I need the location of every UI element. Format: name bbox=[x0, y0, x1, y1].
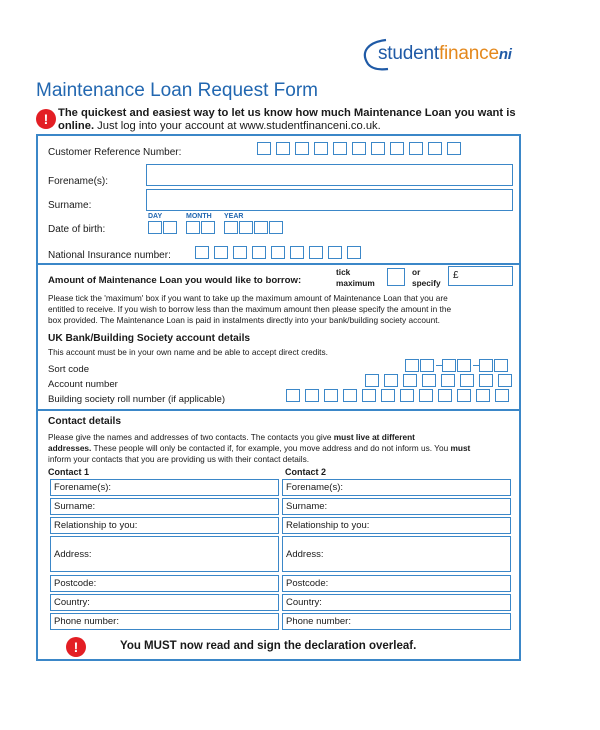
contact-field-label: Surname: bbox=[286, 501, 328, 512]
surname-label: Surname: bbox=[48, 200, 92, 211]
roll-number-char-box[interactable] bbox=[286, 389, 300, 402]
customer-ref-digit-box[interactable] bbox=[428, 142, 442, 155]
account-digit-box[interactable] bbox=[441, 374, 455, 387]
customer-ref-digit-box[interactable] bbox=[333, 142, 347, 155]
customer-ref-digit-box[interactable] bbox=[314, 142, 328, 155]
sort-code-digit-box[interactable] bbox=[479, 359, 493, 372]
contact-2-postcode-field[interactable] bbox=[282, 575, 511, 592]
dob-year-header: YEAR bbox=[224, 213, 244, 220]
contact-field-label: Address: bbox=[286, 549, 324, 560]
logo-text: studentfinanceni bbox=[378, 43, 512, 64]
currency-symbol: £ bbox=[453, 270, 459, 281]
contact-details-heading: Contact details bbox=[48, 416, 122, 427]
contact-2-relationship-field[interactable] bbox=[282, 517, 511, 534]
sort-code-digit-box[interactable] bbox=[420, 359, 434, 372]
ni-character-box[interactable] bbox=[347, 246, 361, 259]
roll-number-char-box[interactable] bbox=[438, 389, 452, 402]
contact-field-label: Country: bbox=[54, 597, 90, 608]
ni-character-box[interactable] bbox=[233, 246, 247, 259]
dob-digit-box[interactable] bbox=[239, 221, 253, 234]
roll-number-char-box[interactable] bbox=[324, 389, 338, 402]
roll-number-char-box[interactable] bbox=[362, 389, 376, 402]
sort-code-digit-box[interactable] bbox=[405, 359, 419, 372]
section-divider bbox=[38, 409, 519, 411]
dob-digit-box[interactable] bbox=[163, 221, 177, 234]
customer-ref-digit-box[interactable] bbox=[447, 142, 461, 155]
contact-1-phone-field[interactable] bbox=[50, 613, 279, 630]
loan-amount-field[interactable] bbox=[448, 266, 513, 286]
alert-icon: ! bbox=[36, 109, 56, 129]
instruction-line-2: entitled to receive. If you wish to borrow less than the maximum amount then please specify the amount in the bbox=[48, 304, 452, 314]
contact-2-country-field[interactable] bbox=[282, 594, 511, 611]
customer-ref-digit-box[interactable] bbox=[352, 142, 366, 155]
account-digit-box[interactable] bbox=[403, 374, 417, 387]
account-digit-box[interactable] bbox=[460, 374, 474, 387]
roll-number-char-box[interactable] bbox=[419, 389, 433, 402]
customer-ref-label: Customer Reference Number: bbox=[48, 147, 182, 158]
contact-1-heading: Contact 1 bbox=[48, 467, 90, 477]
account-digit-box[interactable] bbox=[422, 374, 436, 387]
dob-digit-box[interactable] bbox=[254, 221, 268, 234]
forename-field[interactable] bbox=[146, 164, 513, 186]
bank-note: This account must be in your own name and be able to accept direct credits. bbox=[48, 347, 328, 357]
roll-number-char-box[interactable] bbox=[400, 389, 414, 402]
student-finance-logo bbox=[358, 34, 518, 74]
account-digit-box[interactable] bbox=[365, 374, 379, 387]
contact-text-line-2: addresses. These people will only be contacted if, for example, you move address and do not inform us. You must bbox=[48, 443, 471, 453]
tick-maximum-label: tick maximum bbox=[336, 267, 375, 288]
form-frame bbox=[36, 134, 521, 661]
instruction-line-1: Please tick the 'maximum' box if you want to take up the maximum amount of Maintenance Loan that you are bbox=[48, 293, 448, 303]
ni-character-box[interactable] bbox=[214, 246, 228, 259]
ni-character-box[interactable] bbox=[271, 246, 285, 259]
contact-field-label: Phone number: bbox=[54, 616, 119, 627]
contact-1-relationship-field[interactable] bbox=[50, 517, 279, 534]
account-digit-box[interactable] bbox=[498, 374, 512, 387]
contact-2-forename-field[interactable] bbox=[282, 479, 511, 496]
dob-digit-box[interactable] bbox=[148, 221, 162, 234]
contact-2-surname-field[interactable] bbox=[282, 498, 511, 515]
amount-label: Amount of Maintenance Loan you would like to borrow: bbox=[48, 275, 302, 286]
contact-field-label: Phone number: bbox=[286, 616, 351, 627]
dob-label: Date of birth: bbox=[48, 224, 106, 235]
sort-code-label: Sort code bbox=[48, 364, 90, 375]
roll-number-char-box[interactable] bbox=[381, 389, 395, 402]
surname-field[interactable] bbox=[146, 189, 513, 211]
dob-digit-box[interactable] bbox=[201, 221, 215, 234]
contact-text-line-3: inform your contacts that you are providing us with their contact details. bbox=[48, 454, 310, 464]
roll-number-char-box[interactable] bbox=[457, 389, 471, 402]
customer-ref-digit-box[interactable] bbox=[409, 142, 423, 155]
ni-character-box[interactable] bbox=[309, 246, 323, 259]
contact-1-forename-field[interactable] bbox=[50, 479, 279, 496]
contact-1-country-field[interactable] bbox=[50, 594, 279, 611]
contact-text-line-1: Please give the names and addresses of two contacts. The contacts you give must live at different bbox=[48, 432, 415, 442]
declaration-notice: You MUST now read and sign the declaration overleaf. bbox=[120, 640, 417, 652]
contact-field-label: Forename(s): bbox=[54, 482, 112, 493]
customer-ref-digit-box[interactable] bbox=[371, 142, 385, 155]
contact-field-label: Relationship to you: bbox=[286, 520, 370, 531]
customer-ref-digit-box[interactable] bbox=[257, 142, 271, 155]
contact-field-label: Postcode: bbox=[286, 578, 329, 589]
contact-field-label: Forename(s): bbox=[286, 482, 344, 493]
contact-1-postcode-field[interactable] bbox=[50, 575, 279, 592]
tick-maximum-checkbox[interactable] bbox=[387, 268, 405, 286]
page-title: Maintenance Loan Request Form bbox=[36, 80, 318, 101]
intro-text: The quickest and easiest way to let us know how much Maintenance Loan you want is online. Just log into your account at www.studentfinanceni.co.uk. bbox=[58, 107, 516, 132]
contact-1-surname-field[interactable] bbox=[50, 498, 279, 515]
account-number-label: Account number bbox=[48, 379, 118, 390]
sort-code-digit-box[interactable] bbox=[494, 359, 508, 372]
ni-label: National Insurance number: bbox=[48, 250, 171, 261]
account-digit-box[interactable] bbox=[384, 374, 398, 387]
ni-character-box[interactable] bbox=[195, 246, 209, 259]
ni-character-box[interactable] bbox=[252, 246, 266, 259]
bank-heading: UK Bank/Building Society account details bbox=[48, 333, 251, 344]
contact-field-label: Address: bbox=[54, 549, 92, 560]
roll-number-char-box[interactable] bbox=[495, 389, 509, 402]
roll-number-label: Building society roll number (if applicable) bbox=[48, 394, 226, 405]
contact-2-phone-field[interactable] bbox=[282, 613, 511, 630]
dob-digit-box[interactable] bbox=[186, 221, 200, 234]
section-divider bbox=[38, 263, 519, 265]
contact-field-label: Country: bbox=[286, 597, 322, 608]
ni-character-box[interactable] bbox=[290, 246, 304, 259]
contact-field-label: Relationship to you: bbox=[54, 520, 138, 531]
alert-icon: ! bbox=[66, 637, 86, 657]
dob-day-header: DAY bbox=[148, 213, 163, 220]
dob-digit-box[interactable] bbox=[224, 221, 238, 234]
forename-label: Forename(s): bbox=[48, 176, 109, 187]
sort-code-digit-box[interactable] bbox=[457, 359, 471, 372]
sort-code-digit-box[interactable] bbox=[442, 359, 456, 372]
ni-character-box[interactable] bbox=[328, 246, 342, 259]
contact-field-label: Postcode: bbox=[54, 578, 97, 589]
customer-ref-digit-box[interactable] bbox=[276, 142, 290, 155]
contact-2-address-field[interactable] bbox=[282, 536, 511, 572]
dob-month-header: MONTH bbox=[186, 213, 212, 220]
dob-digit-box[interactable] bbox=[269, 221, 283, 234]
roll-number-char-box[interactable] bbox=[305, 389, 319, 402]
customer-ref-digit-box[interactable] bbox=[295, 142, 309, 155]
account-digit-box[interactable] bbox=[479, 374, 493, 387]
contact-1-address-field[interactable] bbox=[50, 536, 279, 572]
contact-field-label: Surname: bbox=[54, 501, 96, 512]
instruction-line-3: box provided. The Maintenance Loan is paid in instalments directly into your bank/building society account. bbox=[48, 315, 440, 325]
roll-number-char-box[interactable] bbox=[476, 389, 490, 402]
roll-number-char-box[interactable] bbox=[343, 389, 357, 402]
or-specify-label: or specify bbox=[412, 267, 441, 288]
customer-ref-digit-box[interactable] bbox=[390, 142, 404, 155]
contact-2-heading: Contact 2 bbox=[285, 467, 327, 477]
